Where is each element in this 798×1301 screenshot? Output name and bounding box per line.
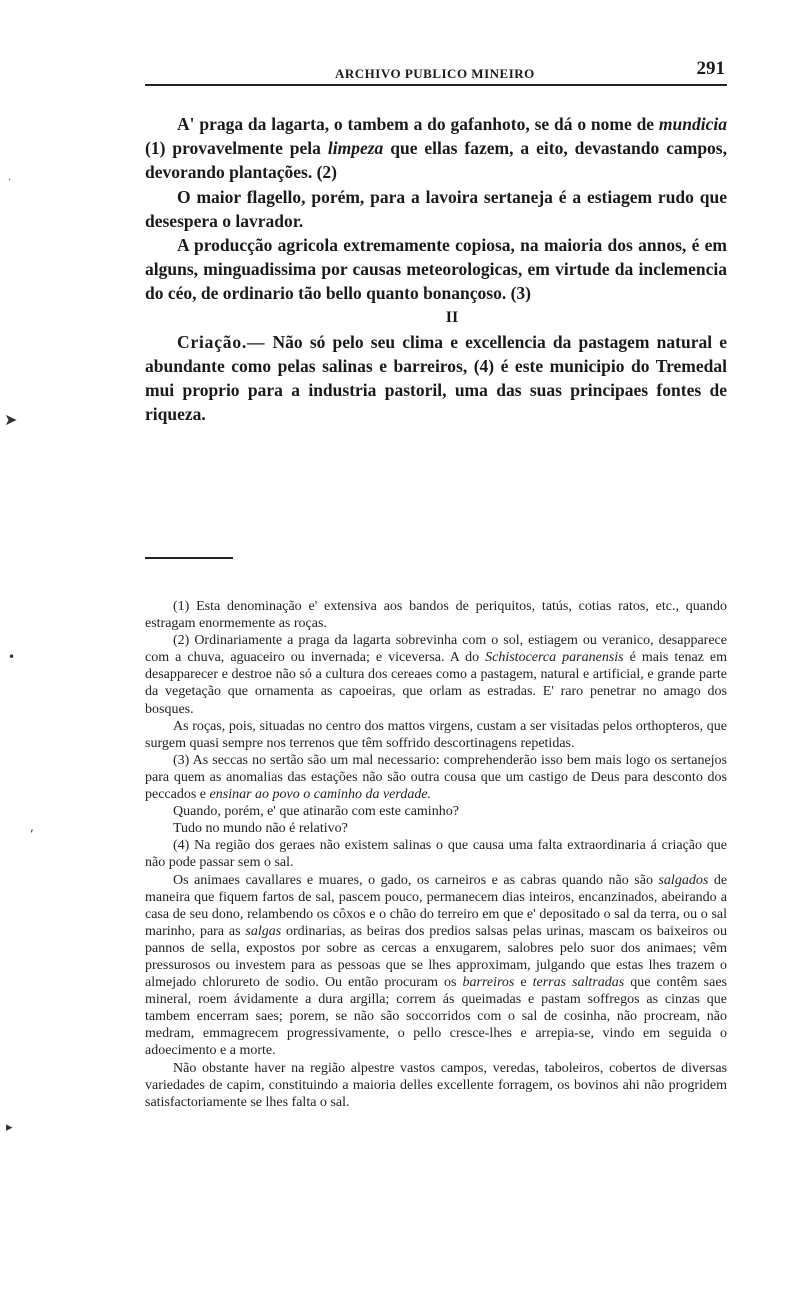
- italic-term: barreiros: [462, 975, 515, 991]
- page-number: 291: [696, 58, 725, 79]
- header-rule: [145, 84, 727, 86]
- margin-speck: ·: [8, 175, 12, 186]
- text-span: Os animaes cavallares e muares, o gado, os carneiros e as cabras quando não são: [173, 872, 653, 888]
- footnote-4-cont-2: Não obstante haver na região alpestre vastos campos, veredas, taboleiros, cobertos de diversas variedades de capim, constituindo a maioria delles excellente forragem, os bovinos ahi não progridem satisfactoriamente se lhes falta o sal.: [145, 1060, 727, 1110]
- text-span: de maneira que fiquem fartos de sal, pascem pouco, permanecem dias inteiros, encanzinados, abeirando a casa de seu dono, relambendo os côxos e o chão do terreiro em que e' depositado o sal da terra, ou o sal marinho, para as: [145, 872, 728, 939]
- paragraph-3: A producção agricola extremamente copiosa, na maioria dos annos, é em alguns, minguadissima por causas meteorologicas, em virtude da inclemencia do céo, de ordinario tão bello quanto bonançoso. (3): [145, 235, 727, 304]
- paragraph-2: O maior flagello, porém, para a lavoira sertaneja é a estiagem rudo que desespera o lavrador.: [145, 186, 727, 231]
- italic-term: salgas: [245, 923, 282, 939]
- italic-term: mundicia: [658, 114, 727, 134]
- main-text: [145, 112, 727, 427]
- margin-arrow-icon: ➤: [4, 410, 18, 429]
- margin-speck: •: [8, 650, 16, 664]
- text-span: que ellas fazem, a eito, devastando campos, devorando plantações. (2): [145, 138, 727, 183]
- section-number: II: [445, 308, 459, 326]
- italic-term: salgados: [658, 872, 709, 888]
- footnote-3: [145, 752, 727, 803]
- footnote-2: [145, 632, 727, 717]
- footnote-3-cont-2: Tudo no mundo não é relativo?: [173, 821, 348, 837]
- text-span: A' praga da lagarta, o tambem a do gafanhoto, se dá o nome de: [177, 114, 655, 134]
- italic-term: ensinar ao povo o caminho da verdade.: [209, 787, 432, 803]
- text-span: Não só pelo seu clima e excellencia da pastagem natural e abundante como pelas salinas e barreiros, (4) é este municipio do Tremedal mui proprio para a industria pastoril, uma das suas principaes fontes de riqueza.: [145, 331, 727, 425]
- italic-term: terras saltradas: [532, 975, 625, 991]
- footnote-1: (1) Esta denominação e' extensiva aos bandos de periquitos, tatús, cotias ratos, etc., quando estragam enormemente as roças.: [145, 599, 727, 632]
- text-span: é mais tenaz em desapparecer e destroe não só a cultura dos cereaes como a pastagem, natural e artificial, e grande parte da vegetação que ornamenta as capoeiras, que orlam as estradas. E' raro penetrar no amago dos bosques.: [145, 650, 728, 717]
- italic-term: limpeza: [327, 138, 384, 159]
- margin-speck: ,: [30, 820, 34, 834]
- text-span: (3) As seccas no sertão são um mal necessario: comprehenderão isso bem mais logo os sertanejos para quem as anomalias das estações não são outra cousa que um castigo de Deus para desconto dos peccados e: [145, 752, 727, 803]
- text-span: (2) Ordinariamente a praga da lagarta sobrevinha com o sol, estiagem ou veranico, desapparece com a chuva, aguaceiro ou invernada; e viceversa. A do: [145, 633, 727, 666]
- footnote-2-cont: As roças, pois, situadas no centro dos mattos virgens, custam a ser visitadas pelos orthopteros, que surgem quasi sempre nos terrenos que têm soffrido descortinagens repetidas.: [145, 718, 727, 751]
- running-title: ARCHIVO PUBLICO MINEIRO: [335, 66, 535, 81]
- footnote-3-cont-1: Quando, porém, e' que atinarão com este caminho?: [173, 804, 459, 820]
- footnote-rule: [145, 557, 233, 559]
- paragraph-4: [145, 330, 727, 427]
- margin-arrow-icon: ▸: [6, 1120, 13, 1135]
- text-span: ordinarias, as beiras dos predios salsas pelas urinas, mascam os baixeiros ou pannos de sella, expostos por sobre as cercas a enxugarem, salobres pelo suor dos animaes; vêm pressurosos ou investem para as pessoas que se lhes approximam, julgando que estas lhes trazem o almejado chlorureto de sodio. Ou então procuram os: [145, 923, 728, 991]
- section-title: Criação.—: [177, 331, 266, 352]
- footnote-4-cont-1: [145, 872, 727, 1060]
- text-span: e: [520, 975, 527, 991]
- text-span: (1) provavelmente pela: [145, 138, 321, 159]
- page-header: [145, 58, 727, 88]
- italic-term: Schistocerca paranensis: [485, 650, 624, 666]
- paragraph-1: [145, 112, 727, 185]
- footnote-4: (4) Na região dos geraes não existem salinas o que causa uma falta extraordinaria á criação que não pode passar sem o sal.: [145, 838, 727, 871]
- text-span: que contêm saes mineral, roem ávidamente a dura argilla; correm ás queimadas e pastam soffregos as cinzas que tambem encerram saes; porem, se não são soccorridos com o sal de cosinha, não procream, não medram, emmagrecem progressivamente, o pello cresce-lhes e arrepia-se, vindo em seguida o adoecimento e a morte.: [145, 975, 728, 1059]
- footnotes: [145, 598, 727, 1111]
